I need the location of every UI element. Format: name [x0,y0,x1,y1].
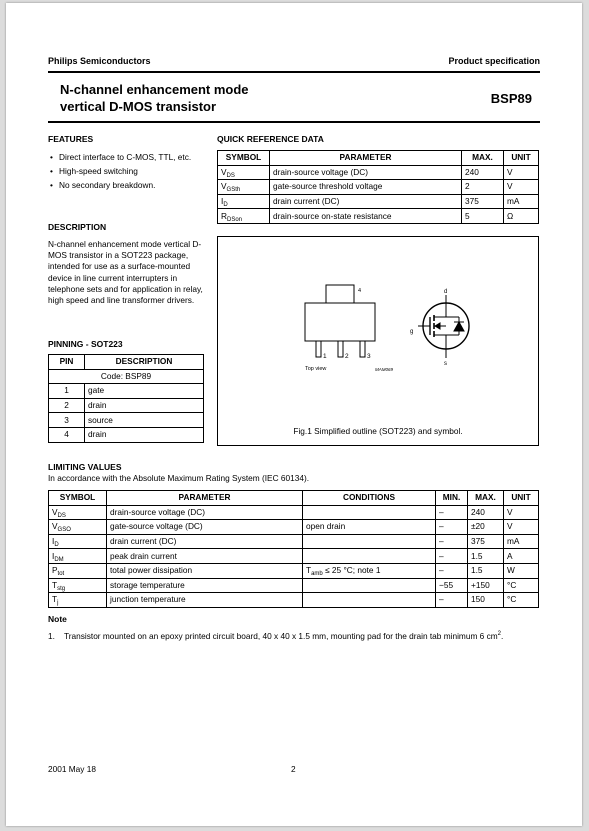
company-name: Philips Semiconductors [48,56,151,66]
limiting-rows [49,505,539,607]
figure-code: MAM069 [375,367,394,372]
feature-item: • Direct interface to C-MOS, TTL, etc. [50,152,202,163]
pinning-col-pin: PIN [49,355,85,370]
pin1-label: 1 [323,353,327,360]
table-row: 4 drain [49,427,204,442]
pin2-label: 2 [345,353,349,360]
drain-label: d [444,289,448,295]
table-row: 3 source [49,413,204,428]
table-row: $V_{DS}$ drain-source voltage (DC) 240 V [218,165,539,180]
feature-item: • No secondary breakdown. [50,180,202,191]
source-label: s [444,361,447,367]
title-line-2: vertical D-MOS transistor [60,99,217,114]
gate-label: g [410,329,414,335]
limiting-table: SYMBOL PARAMETER CONDITIONS MIN. MAX. UNIT $V_{DS}$ drain-source voltage (DC) – 240 V $V_{GSO}$ gate-source voltage (DC) open drain – ±20 V $I_D$ drain current (DC) – 375 mA $I_{DM}$ peak drain current – 1.5 A $P_{tot}$ total power dissipation $T_{amb} \le 25$ °C; note 1 – 1.5 W $T_{stg}$ storage temperature −55 +150 °C $T_j$ junction temperature – 150 °C [48,490,539,608]
top-view-label: Top view [305,366,327,372]
features-list [50,152,202,194]
table-row: $I_D$ drain current (DC) 375 mA [218,194,539,209]
sot223-package-outline [305,285,375,357]
table-row: 2 drain [49,398,204,413]
mosfet-symbol [418,295,469,358]
document-page [6,3,582,826]
footer-date: 2001 May 18 [48,764,96,774]
table-row: 1 gate [49,384,204,399]
sot223-outline-and-symbol [218,237,538,445]
limiting-heading: LIMITING VALUES [48,462,122,472]
pinning-table [48,354,204,443]
note-number: 1. [48,631,55,641]
limiting-subtitle: In accordance with the Absolute Maximum Rating System (IEC 60134). [48,473,310,483]
description-heading: DESCRIPTION [48,222,107,232]
doc-type: Product specification [448,56,540,66]
feature-item: • High-speed switching [50,166,202,177]
table-row: $I_D$ drain current (DC) – 375 mA [49,534,539,549]
figure-caption: Fig.1 Simplified outline (SOT223) and symbol. [293,426,463,436]
table-row: $P_{tot}$ total power dissipation $T_{amb} \le 25$ °C; note 1 – 1.5 W [49,563,539,578]
title-rule [48,121,540,123]
table-row: $V_{DS}$ drain-source voltage (DC) – 240 V [49,505,539,520]
header-rule [48,71,540,73]
note-heading: Note [48,614,67,624]
pinning-heading: PINNING - SOT223 [48,339,123,349]
qrd-heading: QUICK REFERENCE DATA [217,134,324,144]
features-heading: FEATURES [48,134,94,144]
description-text: N-channel enhancement mode vertical D-MOS transistor in a SOT223 package, intended for use as a surface-mounted device in line current interrupters in telephone sets and for application in relay, high speed and line transformer drivers. [48,239,203,306]
footer-page-number: 2 [291,764,296,774]
pinning-code: Code: BSP89 [49,369,204,384]
table-row: $I_{DM}$ peak drain current – 1.5 A [49,549,539,564]
pinning-col-description: DESCRIPTION [85,355,204,370]
pin3-label: 3 [367,353,371,360]
figure-box [217,236,539,446]
part-number: BSP89 [490,91,532,106]
qrd-table: SYMBOL PARAMETER MAX. UNIT $V_{DS}$ drain-source voltage (DC) 240 V $V_{GSth}$ gate-source threshold voltage 2 V $I_D$ drain current (DC) 375 mA $R_{DSon}$ drain-source on-state resistance 5 Ω [217,150,539,224]
document-title [60,81,249,115]
pin4-label: 4 [358,288,362,294]
table-row: $T_j$ junction temperature – 150 °C [49,593,539,608]
table-row: $T_{stg}$ storage temperature −55 +150 °C [49,578,539,593]
title-line-1: N-channel enhancement mode [60,82,249,97]
note-text: Transistor mounted on an epoxy printed circuit board, 40 x 40 x 1.5 mm, mounting pad for the drain tab minimum 6 $cm^2$. [64,631,504,641]
table-row: $R_{DSon}$ drain-source on-state resistance 5 Ω [218,209,539,224]
table-row: $V_{GSO}$ gate-source voltage (DC) open drain – ±20 V [49,520,539,535]
table-row: $V_{GSth}$ gate-source threshold voltage 2 V [218,180,539,195]
